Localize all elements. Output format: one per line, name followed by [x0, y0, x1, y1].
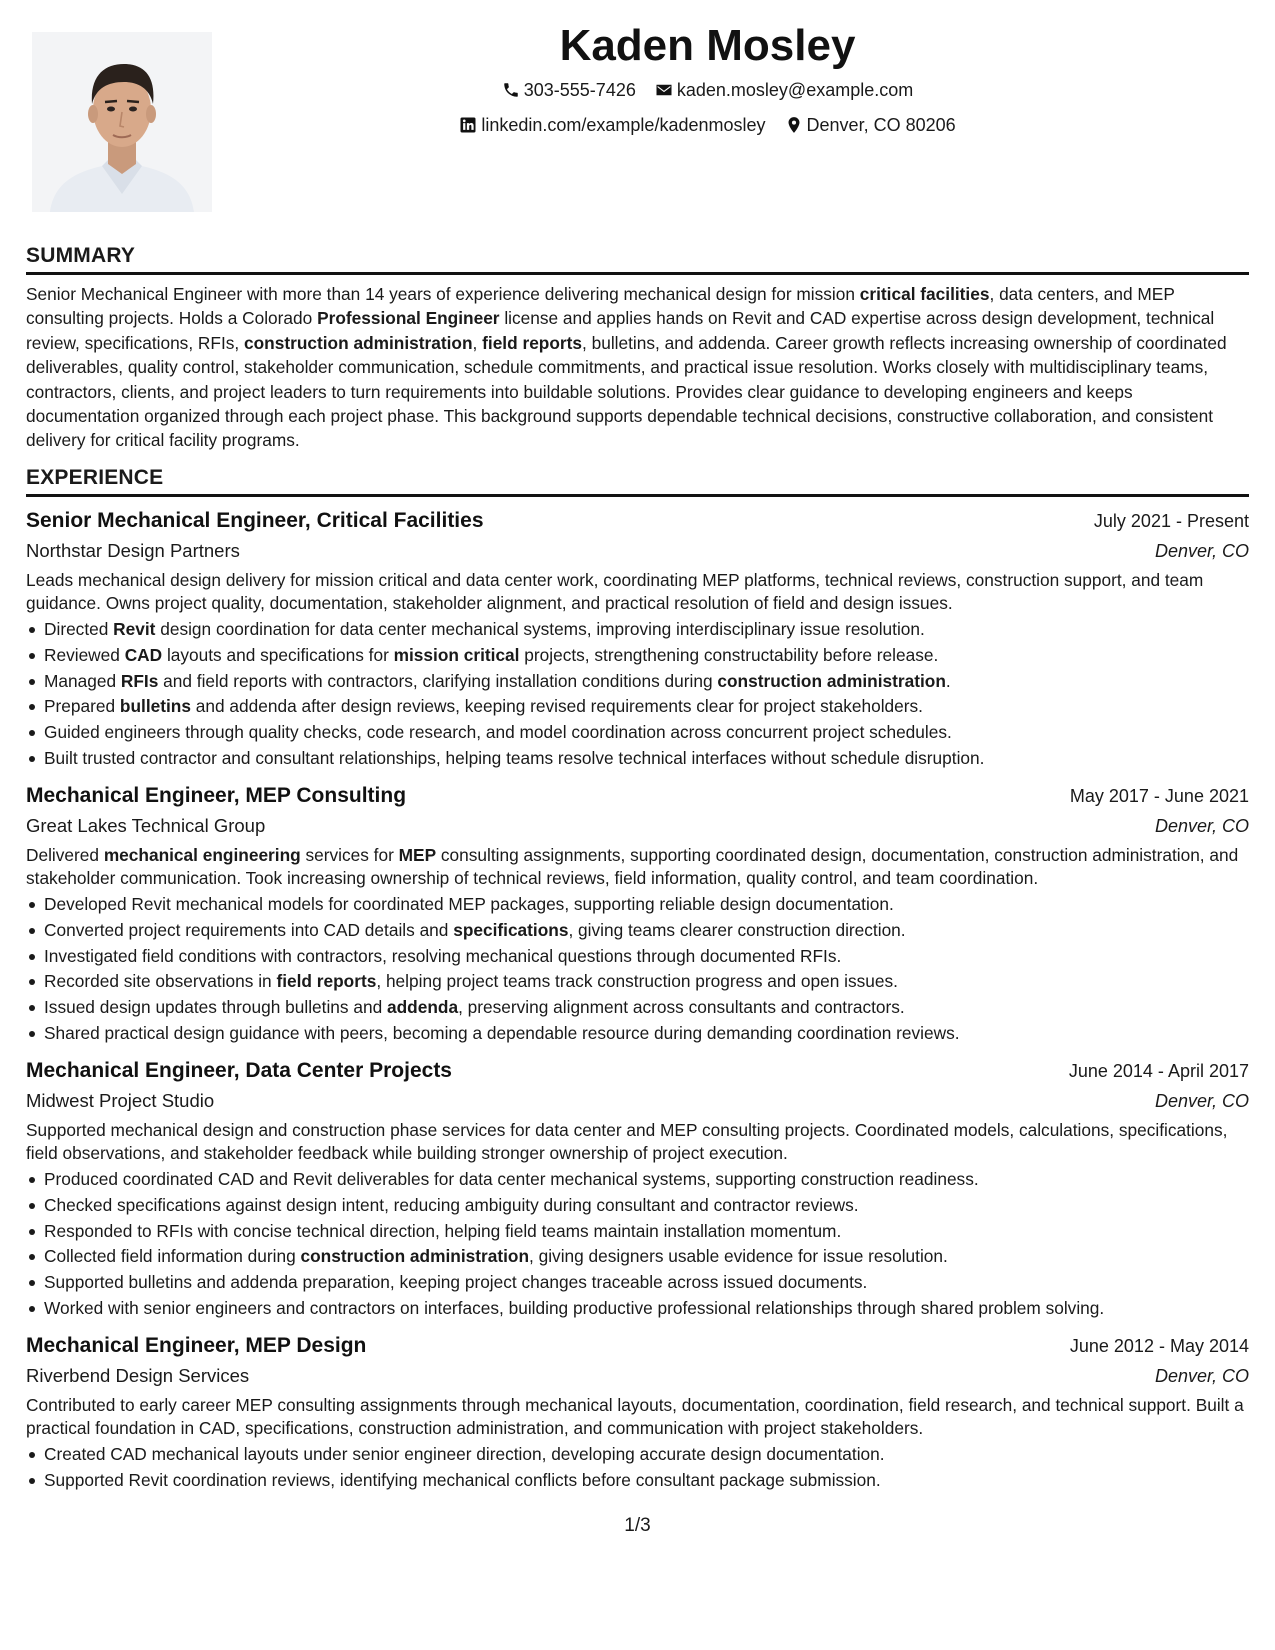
job-company-row: [26, 811, 1249, 841]
linkedin-contact: [459, 109, 765, 141]
text-segment: Delivered: [26, 844, 104, 865]
emphasized-text: field reports: [276, 971, 377, 992]
emphasized-text: specifications: [453, 919, 569, 940]
job-bullet: [26, 746, 1249, 772]
text-segment: projects, strengthening constructability before release.: [519, 644, 939, 665]
candidate-name: Kaden Mosley: [559, 21, 856, 70]
phone-contact: [502, 74, 636, 106]
text-segment: consulting assignments, supporting coordinated design, documentation, construction administration, and stakeholder communication. Took increasing ownership of technical reviews, field information, quality control, and team coordination.: [26, 844, 1239, 889]
resume-body: [26, 243, 1249, 1494]
job-bullet: [26, 669, 1249, 695]
phone-number[interactable]: 303-555-7426: [523, 80, 636, 100]
text-segment: Investigated field conditions with contractors, resolving mechanical questions through documented RFIs.: [44, 945, 842, 966]
text-segment: Built trusted contractor and consultant relationships, helping teams resolve technical interfaces without schedule disruption.: [44, 748, 985, 769]
job-location: Denver, CO: [1154, 1090, 1249, 1111]
email-contact: [655, 74, 913, 106]
summary-text: [26, 282, 1249, 453]
page-number: 1/3: [624, 1515, 651, 1536]
text-segment: Directed: [44, 619, 114, 640]
emphasized-text: construction administration: [300, 1246, 529, 1267]
text-segment: Managed: [44, 670, 121, 691]
job-location: Denver, CO: [1154, 1365, 1249, 1386]
text-segment: Shared practical design guidance with peers, becoming a dependable resource during demanding coordination reviews.: [44, 1022, 960, 1043]
job-dates: June 2012 - May 2014: [1069, 1335, 1249, 1356]
map-pin-icon: [785, 116, 803, 134]
emphasized-text: mechanical engineering: [103, 844, 301, 865]
text-segment: ,: [472, 332, 483, 353]
text-segment: Collected field information during: [44, 1246, 301, 1267]
emphasized-text: field reports: [482, 332, 583, 353]
text-segment: Reviewed: [44, 644, 125, 665]
job-bullet: [26, 892, 1249, 918]
job-list: [26, 506, 1249, 1494]
emphasized-text: critical facilities: [859, 284, 990, 304]
text-segment: Supported Revit coordination reviews, identifying mechanical conflicts before consultant package submission.: [44, 1469, 881, 1490]
job-bullet: [26, 995, 1249, 1021]
text-segment: Contributed to early career MEP consulting assignments through mechanical layouts, documentation, coordination, field research, and technical support. Built a practical foundation in CAD, specifications, construction administration, and communication with project stakeholders.: [26, 1394, 1244, 1439]
text-segment: Worked with senior engineers and contractors on interfaces, building productive professional relationships through shared problem solving.: [44, 1297, 1105, 1318]
profile-photo: [32, 32, 212, 212]
text-segment: Guided engineers through quality checks, code research, and model coordination across concurrent project schedules.: [44, 722, 952, 743]
job-bullet: [26, 694, 1249, 720]
job-entry: [26, 1331, 1249, 1494]
email-address[interactable]: kaden.mosley@example.com: [676, 80, 914, 100]
emphasized-text: bulletins: [119, 696, 191, 717]
emphasized-text: Professional Engineer: [317, 308, 500, 329]
job-entry: [26, 506, 1249, 772]
emphasized-text: Revit: [113, 619, 156, 640]
job-dates: May 2017 - June 2021: [1069, 785, 1249, 806]
emphasized-text: addenda: [387, 997, 459, 1018]
job-title-row: [26, 781, 1249, 811]
text-segment: Prepared: [44, 696, 120, 717]
text-segment: Issued design updates through bulletins and: [44, 997, 387, 1018]
resume-header: [230, 18, 1185, 144]
text-segment: license and applies hands on Revit and CAD expertise across design development, technical review, specifications, RFIs,: [26, 308, 1215, 353]
job-title: Senior Mechanical Engineer, Critical Facilities: [26, 508, 484, 532]
text-segment: , preserving alignment across consultants and contractors.: [458, 997, 905, 1018]
text-segment: Recorded site observations in: [44, 971, 277, 992]
job-entry: [26, 781, 1249, 1047]
text-segment: services for: [300, 844, 399, 865]
contact-line-2: [230, 109, 1185, 144]
job-title-row: [26, 1056, 1249, 1086]
text-segment: and field reports with contractors, clarifying installation conditions during: [158, 670, 718, 691]
job-company: Midwest Project Studio: [26, 1089, 215, 1111]
job-description: [26, 1394, 1249, 1441]
job-bullet: [26, 944, 1249, 970]
job-bullet: [26, 643, 1249, 669]
text-segment: , data centers, and MEP consulting projects. Holds a Colorado: [26, 284, 1175, 329]
job-bullets: [26, 1442, 1249, 1494]
text-segment: Developed Revit mechanical models for coordinated MEP packages, supporting reliable design documentation.: [44, 894, 894, 914]
experience-heading: EXPERIENCE: [26, 465, 1249, 497]
job-bullets: [26, 1167, 1249, 1322]
job-company-row: [26, 1361, 1249, 1391]
contact-line-1: [230, 74, 1185, 109]
location-text: Denver, CO 80206: [806, 115, 956, 135]
emphasized-text: construction administration: [717, 670, 946, 691]
emphasized-text: construction administration: [244, 332, 473, 353]
job-company-row: [26, 1086, 1249, 1116]
job-entry: [26, 1056, 1249, 1322]
job-title-row: [26, 1331, 1249, 1361]
text-segment: Checked specifications against design intent, reducing ambiguity during consultant and contractor reviews.: [44, 1194, 859, 1215]
text-segment: , bulletins, and addenda. Career growth reflects increasing ownership of coordinated deliverables, quality control, stakeholder communication, schedule commitments, and practical issue resolution. Works closely with multidisciplinary teams, contractors, clients, and project leaders to turn requirements into buildable solutions. Provides clear guidance to developing engineers and keeps documentation organized through each project phase. This background supports dependable technical decisions, constructive collaboration, and consistent delivery for critical facility programs.: [26, 332, 1227, 451]
summary-heading: SUMMARY: [26, 243, 1249, 275]
job-company: Northstar Design Partners: [26, 539, 240, 561]
job-bullet: [26, 720, 1249, 746]
job-bullet: [26, 1442, 1249, 1468]
job-bullet: [26, 1021, 1249, 1047]
portrait-image: [32, 32, 212, 212]
location-contact: [785, 109, 956, 141]
job-description: [26, 844, 1249, 891]
text-segment: Leads mechanical design delivery for mission critical and data center work, coordinating MEP platforms, technical reviews, construction support, and team guidance. Owns project quality, documentation, stakeholder alignment, and practical resolution of field and design issues.: [26, 569, 1204, 614]
job-bullet: [26, 1296, 1249, 1322]
job-bullet: [26, 617, 1249, 643]
text-segment: layouts and specifications for: [162, 644, 394, 665]
job-title: Mechanical Engineer, Data Center Projects: [26, 1058, 452, 1082]
emphasized-text: RFIs: [120, 670, 159, 691]
job-bullet: [26, 1468, 1249, 1494]
job-description: [26, 569, 1249, 616]
phone-icon: [502, 81, 520, 99]
text-segment: , giving designers usable evidence for issue resolution.: [529, 1246, 948, 1267]
text-segment: Supported bulletins and addenda preparation, keeping project changes traceable across issued documents.: [44, 1272, 868, 1293]
linkedin-icon: [459, 116, 477, 134]
summary-section: [26, 243, 1249, 453]
job-bullet: [26, 1244, 1249, 1270]
text-segment: Senior Mechanical Engineer with more than 14 years of experience delivering mechanical design for mission: [26, 284, 860, 304]
job-bullet: [26, 1167, 1249, 1193]
job-bullets: [26, 617, 1249, 772]
emphasized-text: CAD: [124, 644, 163, 665]
job-bullet: [26, 1193, 1249, 1219]
job-company: Riverbend Design Services: [26, 1364, 250, 1386]
text-segment: Produced coordinated CAD and Revit deliverables for data center mechanical systems, supporting construction readiness.: [44, 1168, 979, 1189]
emphasized-text: mission critical: [393, 644, 520, 665]
job-company: Great Lakes Technical Group: [26, 814, 266, 836]
envelope-icon: [655, 81, 673, 99]
linkedin-url[interactable]: linkedin.com/example/kadenmosley: [481, 115, 766, 135]
job-description: [26, 1119, 1249, 1166]
job-dates: June 2014 - April 2017: [1068, 1060, 1249, 1081]
text-segment: and addenda after design reviews, keeping revised requirements clear for project stakeholders.: [190, 696, 923, 717]
job-bullet: [26, 918, 1249, 944]
text-segment: design coordination for data center mechanical systems, improving interdisciplinary issue resolution.: [155, 619, 925, 640]
job-bullet: [26, 1270, 1249, 1296]
job-title: Mechanical Engineer, MEP Design: [26, 1333, 367, 1357]
job-title-row: [26, 506, 1249, 536]
emphasized-text: MEP: [398, 844, 437, 865]
job-bullet: [26, 969, 1249, 995]
experience-section: [26, 465, 1249, 1494]
job-location: Denver, CO: [1154, 540, 1249, 561]
text-segment: , helping project teams track construction progress and open issues.: [376, 971, 898, 992]
text-segment: , giving teams clearer construction direction.: [568, 919, 906, 940]
text-segment: Responded to RFIs with concise technical direction, helping field teams maintain installation momentum.: [44, 1220, 842, 1241]
job-bullet: [26, 1219, 1249, 1245]
job-dates: July 2021 - Present: [1093, 510, 1249, 531]
text-segment: Supported mechanical design and construction phase services for data center and MEP consulting projects. Coordinated models, calculations, specifications, field observations, and stakeholder feedback while building stronger ownership of project execution.: [26, 1119, 1228, 1164]
text-segment: Converted project requirements into CAD details and: [44, 919, 454, 940]
job-company-row: [26, 536, 1249, 566]
job-bullets: [26, 892, 1249, 1047]
text-segment: Created CAD mechanical layouts under senior engineer direction, developing accurate design documentation.: [44, 1443, 885, 1464]
job-location: Denver, CO: [1154, 815, 1249, 836]
text-segment: .: [945, 670, 951, 691]
job-title: Mechanical Engineer, MEP Consulting: [26, 783, 407, 807]
